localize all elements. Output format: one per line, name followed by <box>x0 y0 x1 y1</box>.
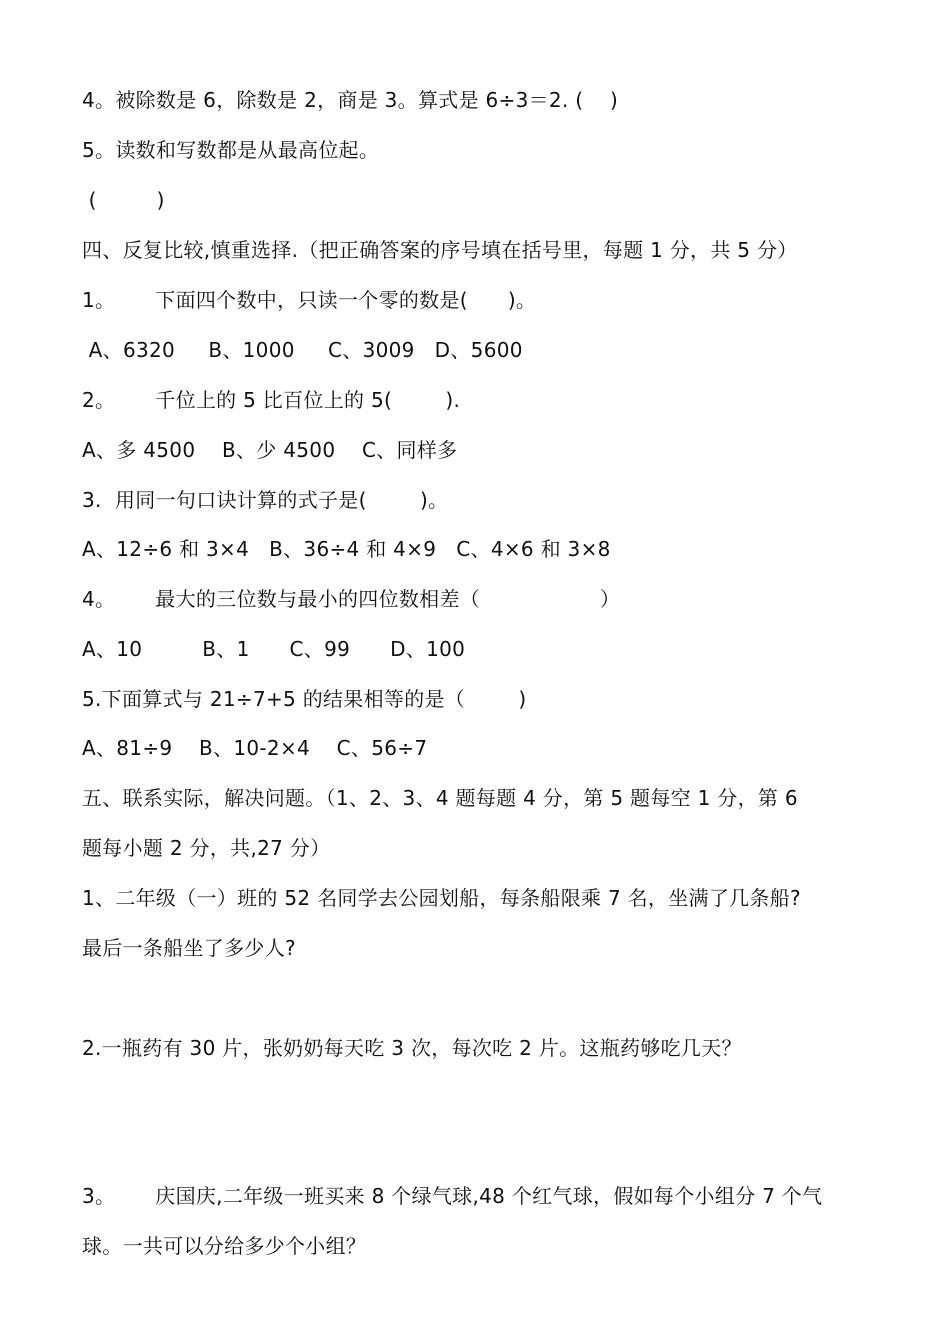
word-problem-2: 2.一瓶药有 30 片，张奶奶每天吃 3 次，每次吃 2 片。这瓶药够吃几天？ <box>82 1036 742 1060</box>
word-problem-1-cont: 最后一条船坐了多少人? <box>82 936 296 960</box>
tf-question-5-bracket: ( ) <box>82 188 165 212</box>
choice-question-5-options: A、81÷9 B、10-2×4 C、56÷7 <box>82 736 428 760</box>
tf-question-4: 4。被除数是 6，除数是 2，商是 3。算式是 6÷3＝2. ( ) <box>82 88 619 112</box>
word-problem-3: 3。 庆国庆,二年级一班买来 8 个绿气球,48 个红气球，假如每个小组分 7 个气 <box>82 1184 823 1208</box>
choice-question-4: 4。 最大的三位数与最小的四位数相差（ ） <box>82 587 621 611</box>
section-5-heading: 五、联系实际，解决问题。（1、2、3、4 题每题 4 分，第 5 题每空 1 分，第 6 <box>82 786 798 810</box>
choice-question-1: 1。 下面四个数中，只读一个零的数是( )。 <box>82 288 537 312</box>
tf-question-5: 5。读数和写数都是从最高位起。 <box>82 138 380 162</box>
choice-question-5: 5.下面算式与 21÷7+5 的结果相等的是（ ) <box>82 687 527 711</box>
choice-question-1-options: A、6320 B、1000 C、3009 D、5600 <box>82 338 523 362</box>
choice-question-2: 2。 千位上的 5 比百位上的 5( ). <box>82 388 461 412</box>
section-5-heading-cont: 题每小题 2 分，共,27 分） <box>82 836 331 860</box>
choice-question-3-options: A、12÷6 和 3×4 B、36÷4 和 4×9 C、4×6 和 3×8 <box>82 537 611 561</box>
word-problem-1: 1、二年级（一）班的 52 名同学去公园划船，每条船限乘 7 名，坐满了几条船? <box>82 886 801 910</box>
choice-question-2-options: A、多 4500 B、少 4500 C、同样多 <box>82 438 458 462</box>
word-problem-3-cont: 球。一共可以分给多少个小组？ <box>82 1234 367 1258</box>
section-4-heading: 四、反复比较,慎重选择.（把正确答案的序号填在括号里，每题 1 分，共 5 分） <box>82 238 798 262</box>
choice-question-3: 3. 用同一句口诀计算的式子是( )。 <box>82 488 449 512</box>
choice-question-4-options: A、10 B、1 C、99 D、100 <box>82 637 466 661</box>
